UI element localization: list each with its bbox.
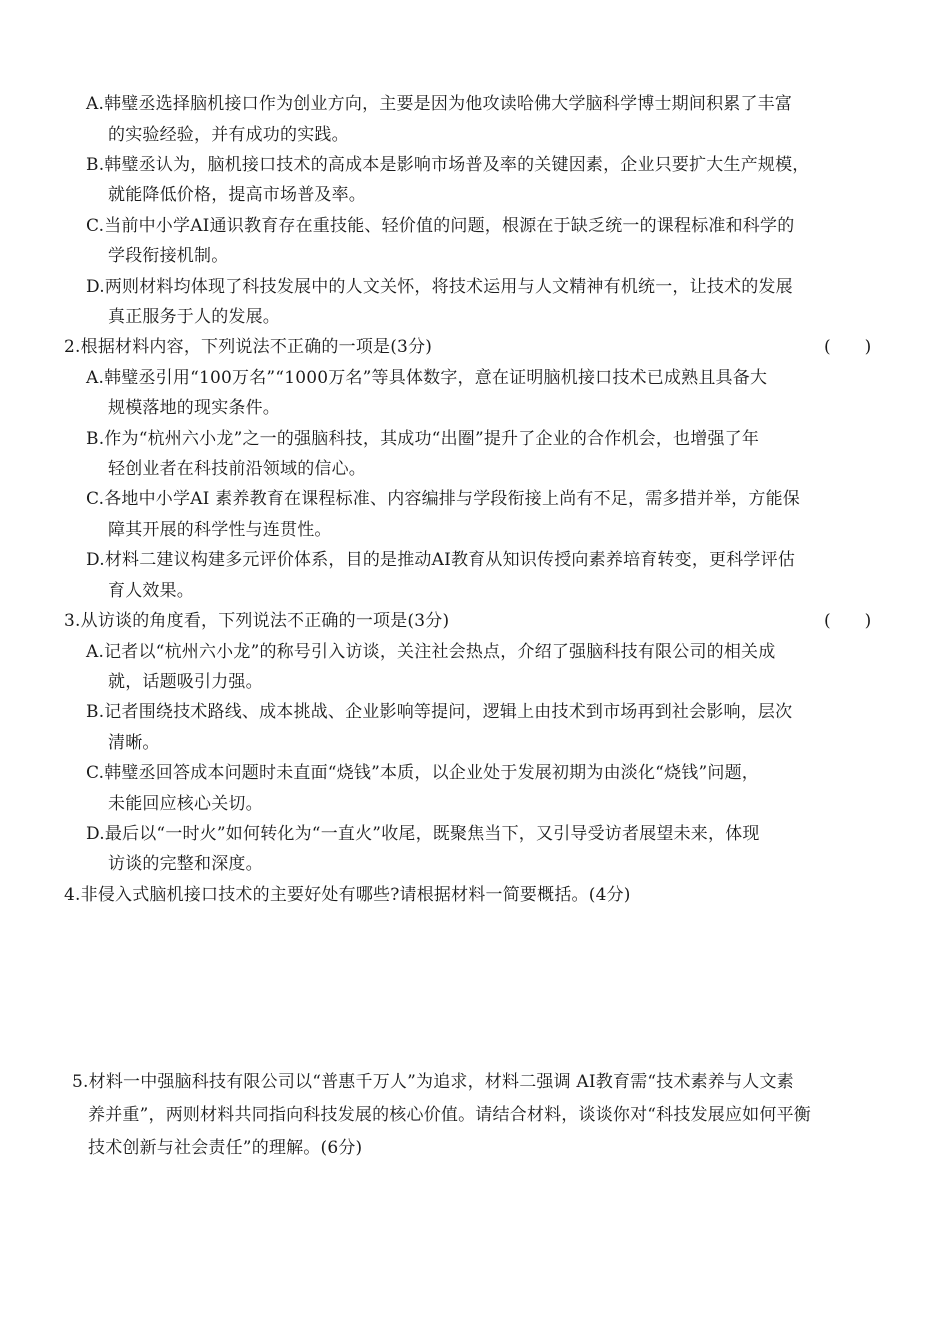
q1-option-c-line1: C.当前中小学AI通识教育存在重技能、轻价值的问题，根源在于缺乏统一的课程标准和科学的 [86,216,795,236]
q2-option-b-line1: B.作为“杭州六小龙”之一的强脑科技，其成功“出圈”提升了企业的合作机会，也增强了年 [86,429,760,449]
q1-option-a-line1: A.韩璧丞选择脑机接口作为创业方向，主要是因为他攻读哈佛大学脑科学博士期间积累了丰富 [86,94,793,114]
q5-line1: 5.材料一中强脑科技有限公司以“普惠千万人”为追求，材料二强调 AI教育需“技术素养与人文素 [72,1072,794,1092]
q5-answer-area[interactable] [64,1170,884,1320]
q2-option-a-line1: A.韩璧丞引用“100万名”“1000万名”等具体数字，意在证明脑机接口技术已成熟且具备大 [86,368,768,388]
q5-line3: 技术创新与社会责任”的理解。(6分) [88,1138,363,1158]
q2-option-c-line2: 障其开展的科学性与连贯性。 [108,520,332,540]
q2-option-d-line2: 育人效果。 [108,581,194,601]
q1-option-c-line2: 学段衔接机制。 [108,246,229,266]
q3-option-a-line1: A.记者以“杭州六小龙”的称号引入访谈，关注社会热点，介绍了强脑科技有限公司的相关成 [86,642,776,662]
q1-option-d-line1: D.两则材料均体现了科技发展中的人文关怀，将技术运用与人文精神有机统一，让技术的发展 [86,277,793,297]
q3-answer-bracket[interactable]: ( ) [824,611,872,631]
q3-stem: 3.从访谈的角度看，下列说法不正确的一项是(3分) [64,611,450,631]
q1-option-b-line1: B.韩璧丞认为，脑机接口技术的高成本是影响市场普及率的关键因素，企业只要扩大生产规模， [86,155,810,175]
q3-option-d-line2: 访谈的完整和深度。 [108,854,263,874]
q5-line2: 养并重”，两则材料共同指向科技发展的核心价值。请结合材料，谈谈你对“科技发展应如何平衡 [88,1105,811,1125]
q1-option-d-line2: 真正服务于人的发展。 [108,307,280,327]
q3-option-b-line2: 清晰。 [108,733,160,753]
q2-option-a-line2: 规模落地的现实条件。 [108,398,280,418]
q2-option-b-line2: 轻创业者在科技前沿领域的信心。 [108,459,366,479]
q3-option-a-line2: 就，话题吸引力强。 [108,672,263,692]
q1-option-a-line2: 的实验经验，并有成功的实践。 [108,125,349,145]
q3-option-d-line1: D.最后以“一时火”如何转化为“一直火”收尾，既聚焦当下，又引导受访者展望未来，体现 [86,824,760,844]
q4-answer-area[interactable] [64,915,884,1055]
q2-option-d-line1: D.材料二建议构建多元评价体系，目的是推动AI教育从知识传授向素养培育转变，更科学评估 [86,550,796,570]
q3-option-c-line2: 未能回应核心关切。 [108,794,263,814]
q2-option-c-line1: C.各地中小学AI 素养教育在课程标准、内容编排与学段衔接上尚有不足，需多措并举，方能保 [86,489,800,509]
q2-stem: 2.根据材料内容，下列说法不正确的一项是(3分) [64,337,433,357]
q3-option-c-line1: C.韩璧丞回答成本问题时未直面“烧钱”本质，以企业处于发展初期为由淡化“烧钱”问题， [86,763,759,783]
q3-option-b-line1: B.记者围绕技术路线、成本挑战、企业影响等提问，逻辑上由技术到市场再到社会影响，层次 [86,702,793,722]
q2-answer-bracket[interactable]: ( ) [824,337,872,357]
q4-stem: 4.非侵入式脑机接口技术的主要好处有哪些?请根据材料一简要概括。(4分) [64,885,631,905]
q1-option-b-line2: 就能降低价格，提高市场普及率。 [108,185,366,205]
